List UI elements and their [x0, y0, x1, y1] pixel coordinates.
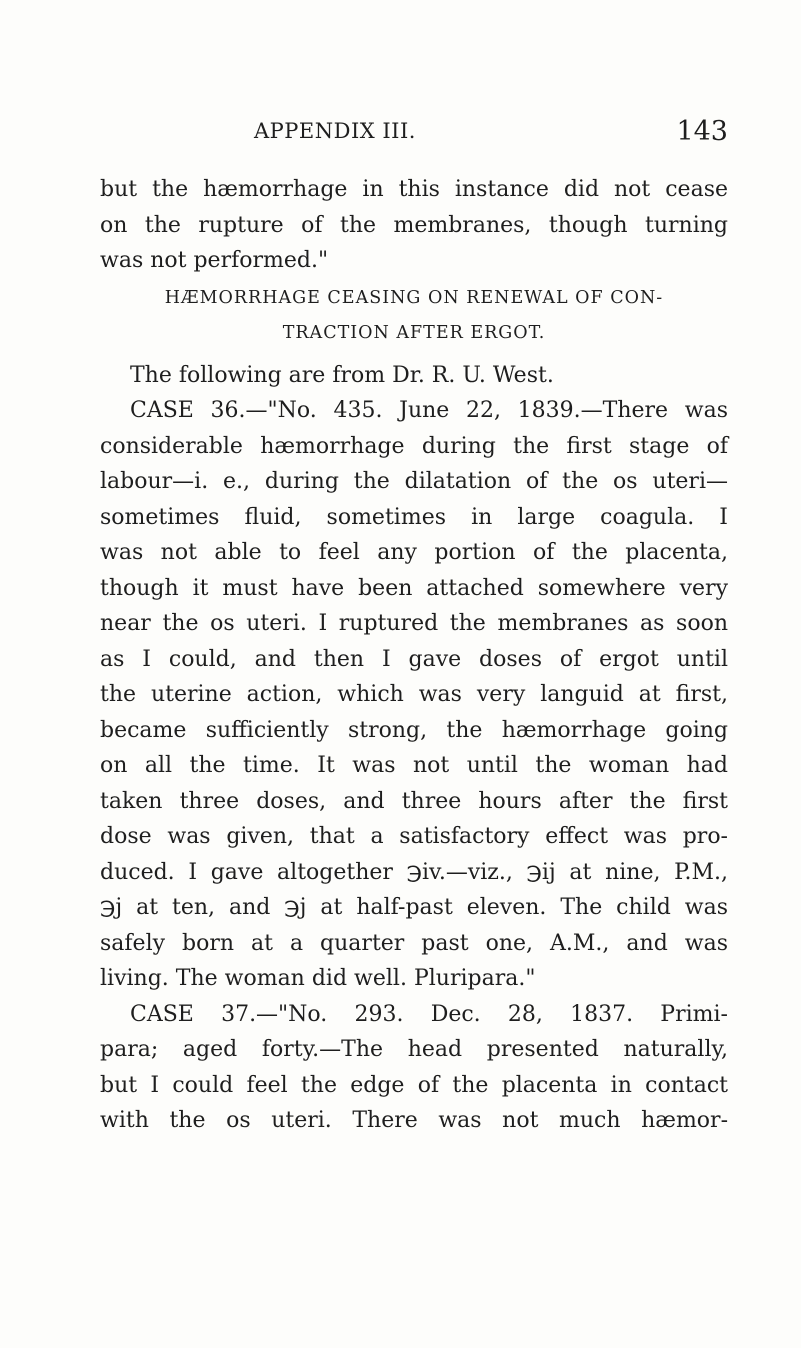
- case-36-line: was not able to feel any portion of the placenta,: [100, 540, 728, 565]
- section-heading-line-1: HÆMORRHAGE CEASING ON RENEWAL OF CON-: [164, 287, 664, 308]
- case-36-line: the uterine action, which was very languid at first,: [100, 682, 728, 707]
- text-line: on the rupture of the membranes, though turning: [100, 212, 728, 238]
- page-number: 143: [676, 116, 728, 147]
- case-36-line: safely born at a quarter past one, A.M., and was: [100, 930, 728, 956]
- body-text: [100, 172, 728, 1139]
- running-head: [100, 116, 728, 149]
- case-36-line: duced. I gave altogether ℈iv.—viz., ℈ij at nine, P.M.,: [100, 859, 728, 885]
- case-36-line: sometimes fluid, sometimes in large coagula. I: [100, 504, 728, 530]
- case-36-line: near the os uteri. I ruptured the membranes as soon: [100, 611, 728, 636]
- case-37-line: with the os uteri. There was not much hæmor-: [100, 1108, 728, 1133]
- case-36-line: became sufficiently strong, the hæmorrhage going: [100, 717, 728, 743]
- case-36-line: as I could, and then I gave doses of ergot until: [100, 646, 728, 672]
- case-36-line: ℈j at ten, and ℈j at half-past eleven. The child was: [100, 895, 728, 920]
- text-line: was not performed.": [100, 248, 329, 273]
- case-36-line: on all the time. It was not until the woman had: [100, 753, 728, 778]
- case-36-line: living. The woman did well. Pluripara.": [100, 966, 536, 991]
- case-36-line: considerable hæmorrhage during the first stage of: [100, 433, 728, 459]
- case-36-line: labour—i. e., during the dilatation of the os uteri—: [100, 469, 728, 494]
- case-37-line: CASE 37.—"No. 293. Dec. 28, 1837. Primi-: [130, 1001, 728, 1027]
- case-36-line: CASE 36.—"No. 435. June 22, 1839.—There was: [130, 398, 728, 423]
- case-37-line: para; aged forty.—The head presented naturally,: [100, 1037, 728, 1062]
- case-36-line: taken three doses, and three hours after the first: [100, 788, 728, 814]
- case-36-line: though it must have been attached somewhere very: [100, 575, 728, 601]
- section-heading-line-2: TRACTION AFTER ERGOT.: [282, 323, 546, 343]
- text-line: but the hæmorrhage in this instance did not cease: [100, 177, 728, 202]
- case-36-line: dose was given, that a satisfactory effect was pro-: [100, 824, 728, 849]
- running-title: APPENDIX III.: [254, 119, 416, 143]
- case-37-line: but I could feel the edge of the placenta in contact: [100, 1072, 728, 1098]
- source-line: The following are from Dr. R. U. West.: [130, 362, 554, 388]
